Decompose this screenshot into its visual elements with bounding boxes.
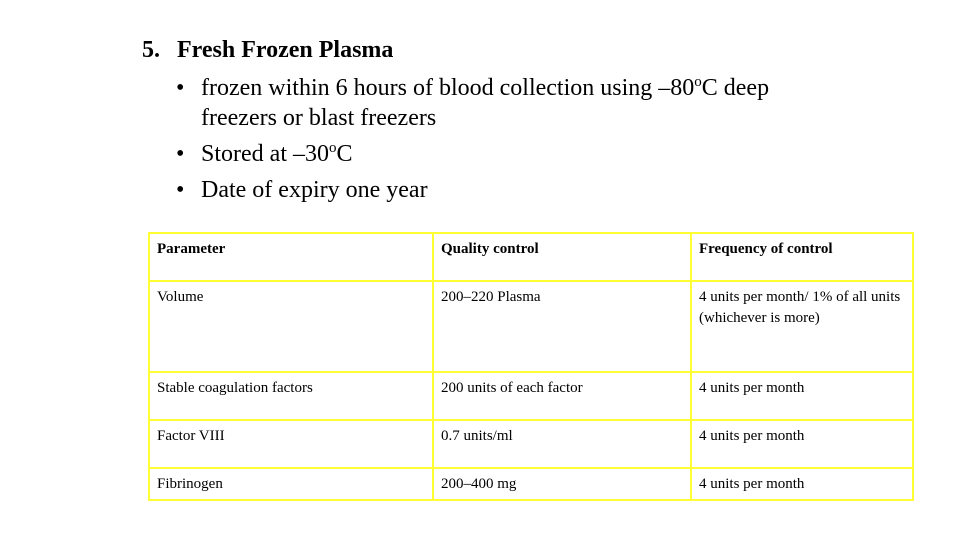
heading-title: Fresh Frozen Plasma — [177, 37, 394, 63]
header-cell-frequency: Frequency of control — [691, 233, 913, 281]
bullet-item — [176, 73, 821, 133]
table-row — [149, 372, 913, 420]
bullet-text-cont: C deep freezers or blast freezers — [201, 75, 770, 131]
bullet-text: frozen within 6 hours of blood collection using –80 — [201, 75, 695, 101]
table-cell: 200–400 mg — [433, 468, 691, 500]
bullet-text-cont: C — [336, 141, 353, 167]
table-cell: Stable coagulation factors — [149, 372, 433, 420]
table-cell: 4 units per month — [691, 372, 913, 420]
header-cell-quality-control: Quality control — [433, 233, 691, 281]
table-cell: 200 units of each factor — [433, 372, 691, 420]
table-cell: 200–220 Plasma — [433, 281, 691, 372]
table-cell: 4 units per month — [691, 468, 913, 500]
bullet-item — [176, 139, 821, 169]
table-cell: Volume — [149, 281, 433, 372]
degree-symbol: o — [694, 74, 702, 90]
table-cell: 4 units per month — [691, 420, 913, 468]
header-cell-parameter: Parameter — [149, 233, 433, 281]
table-cell: 0.7 units/ml — [433, 420, 691, 468]
table-row — [149, 420, 913, 468]
bullet-list — [176, 73, 821, 211]
bullet-dot-icon: • — [176, 141, 185, 167]
table-header-row — [149, 233, 913, 281]
bullet-dot-icon: • — [176, 75, 185, 101]
bullet-item — [176, 175, 821, 205]
table-cell: 4 units per month/ 1% of all units (whichever is more) — [691, 281, 913, 372]
bullet-text: Stored at –30 — [201, 141, 329, 167]
slide-heading — [142, 36, 393, 64]
degree-symbol: o — [328, 140, 337, 156]
quality-control-table — [148, 232, 914, 501]
bullet-text: Date of expiry one year — [201, 177, 428, 203]
bullet-dot-icon: • — [176, 177, 185, 203]
table-cell: Fibrinogen — [149, 468, 433, 500]
table-row — [149, 281, 913, 372]
table-cell: Factor VIII — [149, 420, 433, 468]
heading-number: 5. — [142, 37, 160, 63]
table-row — [149, 468, 913, 500]
